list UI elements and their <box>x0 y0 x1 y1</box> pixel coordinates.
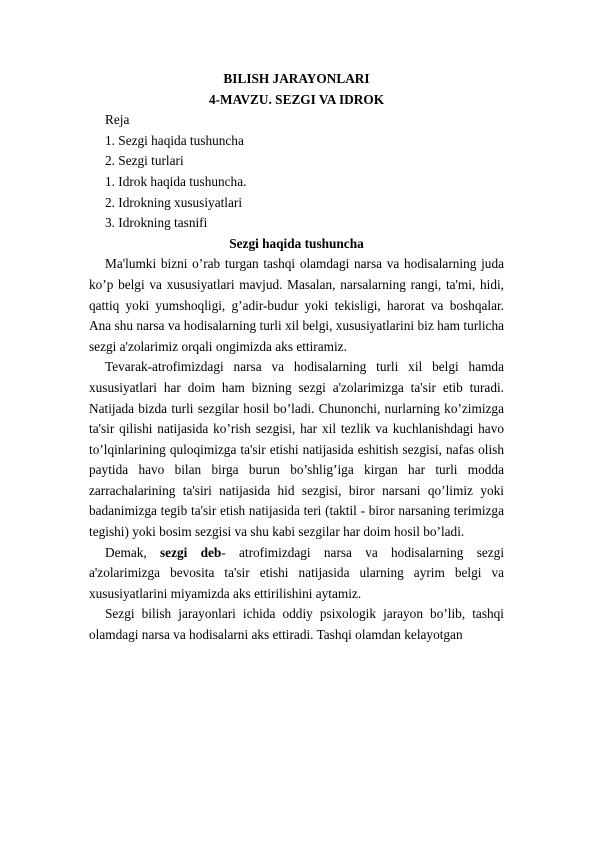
definition-term: sezgi deb <box>160 544 222 560</box>
plan-label: Reja <box>105 112 130 128</box>
document-title: BILISH JARAYONLARI <box>223 71 370 86</box>
plan-item: 1. Sezgi haqida tushuncha <box>105 132 244 148</box>
page-content <box>89 69 504 646</box>
plan-item: 3. Idrokning tasnifi <box>105 215 208 231</box>
paragraph-2: Tevarak-atrofimizdagi narsa va hodisalarning turli xil belgi hamda xususiyatlari har doim ham bizning sezgi a'zolarimizga ta'sir etib turadi. Natijada bizda turli sezgilar hosil bo’ladi. Chunonchi, nurlarning ko’zimizga ta'sir qilishi natijasida ko’rish sezgisi, har xil tezlik va kuchlanishdagi havo to’lqinlarining quloqimizga ta'sir etishi natijasida eshitish sezgisi, nafas olish paytida havo bilan birga burun bo’shlig’iga kirgan har turli modda zarrachalarining ta'siri natijasida hid sezgisi, biror narsani qo’limiz yoki badanimizga tegib ta'sir etish natijasida teri (taktil - biror narsaning terimizga tegishi) yoki bosim sezgisi va shu kabi sezgilar har doim hosil bo’ladi. <box>89 359 504 540</box>
paragraph-3 <box>89 543 504 605</box>
paragraph-3-lead: Demak, <box>105 544 160 560</box>
plan-item: 2. Sezgi turlari <box>105 153 184 169</box>
plan-item: 2. Idrokning xususiyatlari <box>105 194 243 210</box>
paragraph-3-rest: - atrofimizdagi narsa va hodisalarning sezgi a'zolarimizga bevosita ta'sir etishi natijasida ularning ayrim belgi va xususiyatlarini miyamizda aks ettirilishini aytamiz. <box>89 544 505 601</box>
section-heading: Sezgi haqida tushuncha <box>229 235 364 251</box>
paragraph-4: Sezgi bilish jarayonlari ichida oddiy psixologik jarayon bo’lib, tashqi olamdagi narsa va hodisalarni aks ettiradi. Tashqi olamdan kelayotgan <box>89 606 504 643</box>
document-subtitle: 4-MAVZU. SEZGI VA IDROK <box>208 91 385 107</box>
paragraph-1: Ma'lumki bizni o’rab turgan tashqi olamdagi narsa va hodisalarning juda ko’p belgi va xususiyatlari mavjud. Masalan, narsalarning rangi, ta'mi, hidi, qattiq yoki yumshoqligi, g’adir-budur yoki tekisligi, harorat va boshqalar. Ana shu narsa va hodisalarning turli xil belgi, xususiyatlarini biz ham turlicha sezgi a'zolarimiz orqali ongimizda aks ettiramiz. <box>89 256 504 354</box>
plan-item: 1. Idrok haqida tushuncha. <box>105 173 247 189</box>
